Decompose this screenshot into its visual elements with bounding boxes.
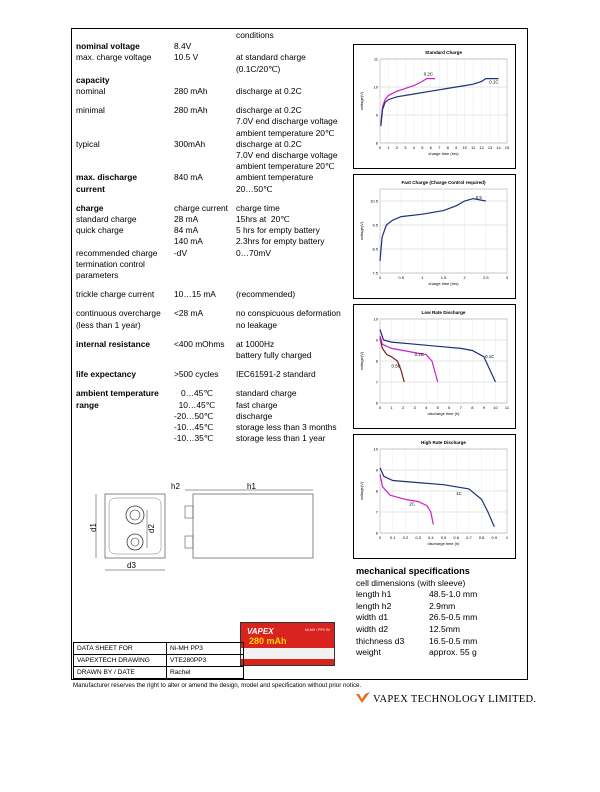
y-tick-label: 10 <box>373 84 378 90</box>
dimension-drawing <box>85 480 350 580</box>
x-tick-label: 0.5 <box>398 275 404 280</box>
x-tick-label: 1 <box>421 275 424 280</box>
datasheet-key: VAPEXTECH DRAWING <box>74 655 167 667</box>
spec-condition <box>236 270 356 281</box>
spec-condition: (0.1C/20℃) <box>236 63 281 74</box>
x-tick-label: 1.5 <box>440 275 447 280</box>
y-tick-label: 9.5 <box>372 222 378 228</box>
spec-condition <box>236 75 356 86</box>
spec-row <box>76 203 356 214</box>
spec-value: 840 mA <box>174 172 203 183</box>
spec-condition: IEC61591-2 standard <box>236 369 316 380</box>
spec-row <box>76 400 356 411</box>
mech-row <box>356 601 521 613</box>
spec-value: charge current <box>174 202 228 213</box>
spec-row <box>76 41 356 52</box>
spec-gap <box>76 281 356 289</box>
y-tick-label: 9 <box>375 112 378 118</box>
mech-title: mechanical specifications <box>356 566 470 576</box>
spec-gap <box>76 97 356 105</box>
spec-label <box>76 422 174 433</box>
spec-value: 10…15 mA <box>174 289 216 300</box>
plot-area <box>380 59 507 143</box>
spec-label: capacity <box>76 74 110 85</box>
spec-gap <box>76 195 356 203</box>
spec-value <box>174 116 236 127</box>
spec-row <box>76 422 356 433</box>
y-tick-label: 10 <box>373 316 378 322</box>
label-strip <box>241 648 334 659</box>
y-tick-label: 9 <box>375 467 378 473</box>
y-tick-label: 8 <box>375 488 378 494</box>
x-tick-label: 0.7 <box>466 535 472 540</box>
x-tick-label: 0.3 <box>415 535 421 540</box>
series-label: 0.2C <box>423 71 434 77</box>
x-tick-label: 0.8 <box>478 535 485 540</box>
spec-row <box>76 350 356 361</box>
label-capacity: 280 mAh <box>249 636 287 646</box>
label-brand: VAPEX <box>247 627 274 636</box>
spec-gap <box>76 300 356 308</box>
spec-label <box>76 433 174 444</box>
spec-value <box>174 128 236 139</box>
spec-value <box>174 270 236 281</box>
x-tick-label: 7 <box>459 405 462 410</box>
spec-gap <box>76 331 356 339</box>
spec-condition: 15hrs at 20℃ <box>236 214 290 225</box>
spec-value <box>174 350 236 361</box>
x-tick-label: 4 <box>412 145 415 150</box>
x-tick-label: 8 <box>471 405 474 410</box>
spec-condition: storage less than 3 months <box>236 422 337 433</box>
x-tick-label: 0 <box>378 275 382 280</box>
y-tick-label: 7 <box>375 509 378 515</box>
datasheet-value: Rachel <box>167 667 244 679</box>
datasheet-value: VTE280PP3 <box>167 655 244 667</box>
spec-condition: charge time <box>236 202 280 213</box>
datasheet-key: DATA SHEET FOR <box>74 643 167 655</box>
spec-row <box>76 75 356 86</box>
x-tick-label: 2 <box>395 145 399 150</box>
spec-value: 280 mAh <box>174 105 208 116</box>
datasheet-key: DRAWN BY / DATE <box>74 667 167 679</box>
datasheet-value: Ni-MH PP3 <box>167 643 244 655</box>
spec-condition: no leakage <box>236 319 277 330</box>
spec-label: parameters <box>76 270 119 281</box>
x-tick-label: 4 <box>425 405 428 410</box>
x-tick-label: 1 <box>505 535 509 540</box>
mech-key: weight <box>356 647 381 658</box>
spec-condition: discharge at 0.2C <box>236 105 302 116</box>
spec-row <box>76 248 356 259</box>
mech-key: length h2 <box>356 600 392 611</box>
spec-value: 140 mA <box>174 236 203 247</box>
spec-condition: (recommended) <box>236 289 296 300</box>
spec-label: ambient temperature <box>76 388 159 399</box>
mech-key: width d2 <box>356 623 389 634</box>
spec-row <box>76 161 356 172</box>
chart-high-rate-discharge <box>353 434 516 559</box>
y-axis-label: voltage(V) <box>359 91 364 111</box>
x-tick-label: 7 <box>438 145 441 150</box>
spec-label: termination control <box>76 258 145 269</box>
spec-label: range <box>76 399 99 410</box>
series-label: 0.5C <box>391 363 401 369</box>
spec-condition: discharge at 0.2C <box>236 138 302 149</box>
spec-row <box>76 289 356 300</box>
spec-condition: discharge at 0.2C <box>236 86 302 97</box>
x-tick-label: 6 <box>448 405 451 410</box>
x-tick-label: 0.9 <box>491 535 498 540</box>
spec-label <box>76 411 174 422</box>
x-tick-label: 2.5 <box>483 275 489 280</box>
spec-value: 0…45℃ <box>174 388 213 399</box>
y-tick-label: 10.5 <box>370 198 378 204</box>
spec-value: 280 mAh <box>174 86 208 97</box>
x-tick-label: 0.5 <box>440 535 447 540</box>
mechanical-specifications <box>356 566 521 659</box>
dim-h1: h1 <box>247 482 256 491</box>
datasheet-table <box>73 642 244 679</box>
mech-row <box>356 589 521 601</box>
dim-d3: d3 <box>127 561 136 570</box>
chart-high-rate-discharge-svg <box>354 435 517 560</box>
spec-label: typical <box>76 138 100 149</box>
spec-row <box>76 116 356 127</box>
spec-value <box>174 184 236 195</box>
mech-row <box>356 612 521 624</box>
spec-condition: ambient temperature 20℃ <box>236 127 335 138</box>
x-tick-label: 1 <box>387 145 390 150</box>
spec-label <box>76 128 174 139</box>
spec-row <box>76 236 356 247</box>
spec-condition <box>236 259 356 270</box>
x-tick-label: 0.4 <box>428 535 434 540</box>
spec-label: internal resistance <box>76 338 151 349</box>
spec-condition: 0…70mV <box>236 247 271 258</box>
mech-value: 48.5-1.0 mm <box>429 589 478 600</box>
y-tick-label: 8 <box>375 358 378 364</box>
spec-condition: fast charge <box>236 399 278 410</box>
mech-subtitle: cell dimensions (with sleeve) <box>356 577 466 588</box>
spec-label: nominal voltage <box>76 41 140 52</box>
spec-condition: 7.0V end discharge voltage <box>236 150 338 161</box>
x-tick-label: 2 <box>463 275 466 280</box>
x-tick-label: 3 <box>413 405 416 410</box>
spec-condition: 7.0V end discharge voltage <box>236 116 338 127</box>
series-label: 2C <box>409 501 415 507</box>
spec-value: <400 mOhms <box>174 338 225 349</box>
datasheet-row <box>74 655 244 667</box>
spec-label: nominal <box>76 86 106 97</box>
spec-condition: 20…50℃ <box>236 183 273 194</box>
chart-fast-charge <box>353 174 516 299</box>
vapex-logo-icon <box>356 692 370 704</box>
y-tick-label: 11 <box>373 56 378 62</box>
series-label: 0.1C <box>489 79 499 85</box>
spec-label: minimal <box>76 105 105 116</box>
x-tick-label: 1 <box>390 405 393 410</box>
y-tick-label: 8 <box>375 140 378 146</box>
spec-condition: discharge <box>236 410 273 421</box>
x-tick-label: 15 <box>504 145 510 150</box>
disclaimer: Manufacturer reserves the right to alter or amend the design, model and specification without prior notice. <box>73 682 362 689</box>
spec-row <box>76 105 356 116</box>
spec-value <box>174 64 236 75</box>
spec-row <box>76 52 356 63</box>
spec-value: -10…35℃ <box>174 433 214 444</box>
spec-label: standard charge <box>76 214 137 225</box>
mech-row <box>356 647 521 659</box>
spec-label <box>76 161 174 172</box>
spec-label <box>76 350 174 361</box>
chart-low-rate-discharge <box>353 304 516 429</box>
chart-low-rate-discharge-svg <box>354 305 517 430</box>
x-tick-label: 8 <box>446 145 449 150</box>
company-name <box>356 692 536 705</box>
y-tick-label: 7 <box>375 379 378 385</box>
spec-row <box>76 369 356 380</box>
spec-value: 28 mA <box>174 214 199 225</box>
series-label: 0.5 <box>475 195 482 200</box>
spec-table <box>76 30 356 445</box>
x-tick-label: 3 <box>404 145 407 150</box>
x-tick-label: 14 <box>496 145 501 150</box>
spec-row <box>76 86 356 97</box>
x-tick-label: 10 <box>462 145 467 150</box>
x-tick-label: 0.6 <box>453 535 459 540</box>
x-tick-label: 10 <box>493 405 498 410</box>
spec-condition: at standard charge <box>236 52 306 63</box>
datasheet-row <box>74 643 244 655</box>
spec-label: continuous overcharge <box>76 308 161 319</box>
mech-row <box>356 636 521 648</box>
spec-value: 300mAh <box>174 138 206 149</box>
spec-value <box>174 161 236 172</box>
spec-value: -10…45℃ <box>174 422 214 433</box>
x-tick-label: 5 <box>421 145 424 150</box>
x-axis-label: discharge time (h) <box>427 411 460 416</box>
x-tick-label: 9 <box>482 405 486 410</box>
x-axis-label: discharge time (h) <box>427 541 460 546</box>
x-tick-label: 9 <box>455 145 458 150</box>
spec-label: trickle charge current <box>76 289 155 300</box>
spec-row <box>76 308 356 319</box>
spec-row <box>76 270 356 281</box>
chart-title: Standard Charge <box>424 50 463 55</box>
spec-value <box>174 259 236 270</box>
y-tick-label: 7.5 <box>372 270 378 276</box>
spec-row <box>76 64 356 75</box>
mech-value: 12.5mm <box>429 623 461 634</box>
x-tick-label: 0 <box>378 145 382 150</box>
spec-header: conditions <box>236 30 274 40</box>
spec-value: 10…45℃ <box>174 399 216 410</box>
spec-row <box>76 150 356 161</box>
spec-row <box>76 411 356 422</box>
spec-row <box>76 320 356 331</box>
spec-condition: 2.3hrs for empty battery <box>236 236 325 247</box>
spec-row <box>76 184 356 195</box>
dim-d2: d2 <box>147 524 156 533</box>
series-label: 0.2C <box>414 351 424 357</box>
dim-d1: d1 <box>89 523 98 532</box>
spec-row <box>76 172 356 183</box>
spec-value: >500 cycles <box>174 369 219 380</box>
spec-condition: ambient temperature <box>236 172 314 183</box>
spec-condition: standard charge <box>236 388 297 399</box>
spec-condition: 5 hrs for empty battery <box>236 225 320 236</box>
mech-value: 2.9mm <box>429 600 456 611</box>
spec-gap <box>76 361 356 369</box>
dim-h2: h2 <box>171 482 180 491</box>
chart-title: High Rate Discharge <box>421 440 466 445</box>
spec-condition: storage less than 1 year <box>236 433 326 444</box>
spec-label <box>76 64 174 75</box>
spec-value: -20…50℃ <box>174 410 214 421</box>
spec-label: charge <box>76 202 104 213</box>
company-text: VAPEX TECHNOLOGY LIMITED. <box>373 694 537 705</box>
mech-value: 16.5-0.5 mm <box>429 635 478 646</box>
mech-key: thichness d3 <box>356 635 405 646</box>
y-tick-label: 6 <box>375 530 378 536</box>
spec-label: quick charge <box>76 225 124 236</box>
spec-row <box>76 388 356 399</box>
chart-standard-charge <box>353 44 516 169</box>
spec-row <box>76 214 356 225</box>
mech-value: 26.5-0.5 mm <box>429 612 478 623</box>
mech-key: width d1 <box>356 612 389 623</box>
x-tick-label: 11 <box>471 145 476 150</box>
y-axis-label: voltage(V) <box>359 221 364 241</box>
datasheet-row <box>74 667 244 679</box>
x-tick-label: 13 <box>487 145 493 150</box>
spec-value <box>174 150 236 161</box>
spec-value: -dV <box>174 247 188 258</box>
spec-condition: battery fully charged <box>236 350 312 361</box>
x-tick-label: 5 <box>436 405 439 410</box>
spec-condition: no conspicuous deformation <box>236 308 341 319</box>
x-tick-label: 0.2 <box>402 535 409 540</box>
y-tick-label: 8.5 <box>372 246 378 252</box>
spec-row <box>76 433 356 444</box>
x-tick-label: 6 <box>429 145 432 150</box>
spec-label: current <box>76 183 105 194</box>
spec-row <box>76 139 356 150</box>
y-axis-label: voltage(V) <box>359 481 364 501</box>
x-axis-label: charge time (hrs) <box>428 151 459 156</box>
spec-condition: ambient temperature 20℃ <box>236 161 335 172</box>
spec-row <box>76 339 356 350</box>
chart-title: Low Rate Discharge <box>421 310 466 315</box>
label-model: NI-MH / PP3 9V <box>305 628 330 632</box>
spec-row <box>76 259 356 270</box>
y-axis-label: voltage(V) <box>359 351 364 371</box>
spec-label: recommended charge <box>76 247 158 258</box>
x-axis-label: charge time (hrs) <box>428 281 459 286</box>
chart-fast-charge-svg <box>354 175 517 300</box>
mech-key: length h1 <box>356 589 392 600</box>
spec-label <box>76 150 174 161</box>
chart-title: Fast Charge (Charge Control required) <box>401 180 486 185</box>
x-tick-label: 3 <box>505 275 509 280</box>
spec-value <box>174 75 236 86</box>
spec-value: <28 mA <box>174 308 204 319</box>
spec-label: (less than 1 year) <box>76 319 141 330</box>
spec-label <box>76 236 174 247</box>
spec-condition <box>236 41 356 52</box>
x-tick-label: 11 <box>504 405 510 410</box>
series-label: 1C <box>456 491 462 497</box>
spec-value: 84 mA <box>174 225 199 236</box>
spec-value: 8.4V <box>174 41 192 52</box>
series-label: 0.1C <box>485 353 495 359</box>
spec-label: life expectancy <box>76 369 137 380</box>
chart-standard-charge-svg <box>354 45 517 170</box>
spec-label: max. charge voltage <box>76 52 152 63</box>
spec-row <box>76 128 356 139</box>
spec-gap <box>76 380 356 388</box>
x-tick-label: 0 <box>378 405 382 410</box>
battery-label <box>240 622 335 666</box>
mech-value: approx. 55 g <box>429 647 477 658</box>
spec-value <box>174 320 236 331</box>
spec-value: 10.5 V <box>174 52 199 63</box>
x-tick-label: 2 <box>401 405 405 410</box>
x-tick-label: 0 <box>378 535 382 540</box>
spec-condition: at 1000Hz <box>236 338 275 349</box>
y-tick-label: 10 <box>373 446 378 452</box>
spec-label: max. discharge <box>76 172 137 183</box>
spec-row <box>76 225 356 236</box>
mech-row <box>356 624 521 636</box>
x-tick-label: 0.1 <box>389 535 396 540</box>
x-tick-label: 12 <box>479 145 484 150</box>
y-tick-label: 6 <box>375 400 378 406</box>
spec-label <box>76 116 174 127</box>
spec-header-row <box>76 30 356 41</box>
y-tick-label: 9 <box>375 337 378 343</box>
